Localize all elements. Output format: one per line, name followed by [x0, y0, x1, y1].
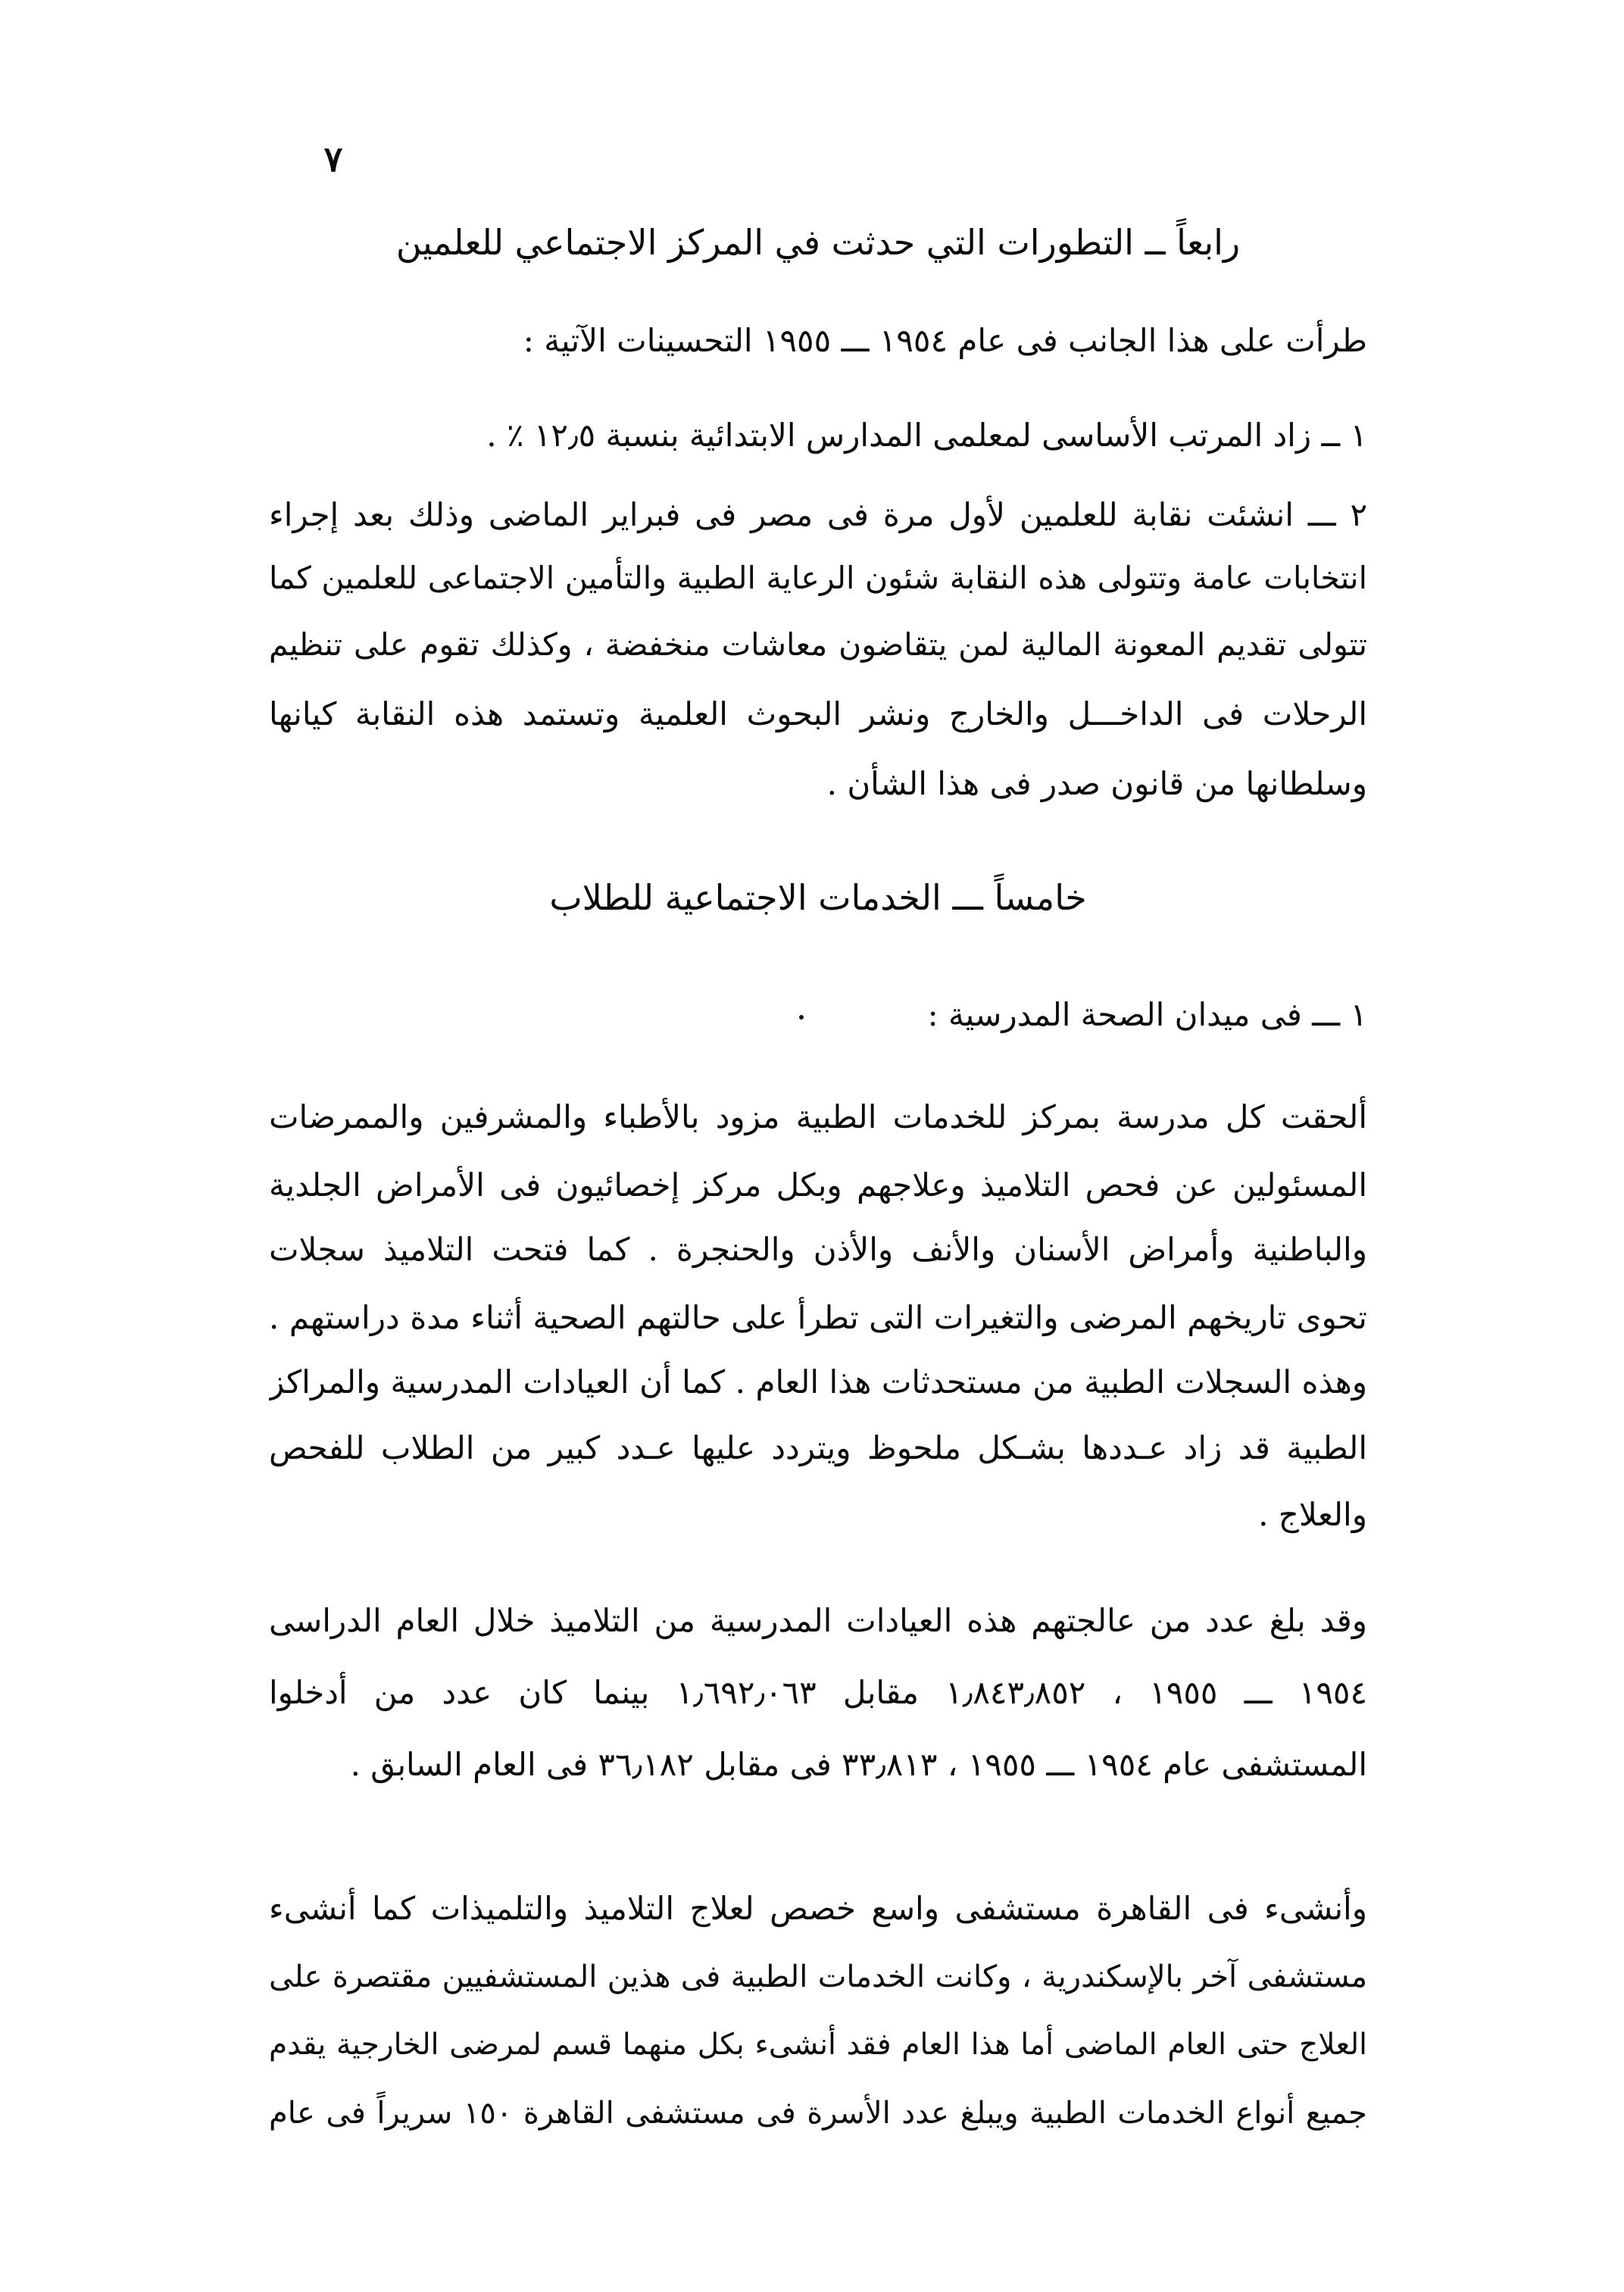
section-4-item-2-line: وسلطانها من قانون صدر فى هذا الشأن .: [826, 765, 1367, 802]
statistics-paragraph-line: وقد بلغ عدد من عالجتهم هذه العيادات المدرسية من التلاميذ خلال العام الدراسى: [269, 1602, 1367, 1639]
hospital-paragraph-line: جميع أنواع الخدمات الطبية ويبلغ عدد الأسرة فى مستشفى القاهرة ١٥٠ سريراً فى عام: [269, 2096, 1367, 2131]
section-5-subheading-1: ١ ـــ فى ميدان الصحة المدرسية :: [927, 996, 1367, 1033]
scan-speck: [799, 1015, 804, 1020]
statistics-paragraph-line: المستشفى عام ١٩٥٤ ـــ ١٩٥٥ ، ٣٣٫٨١٣ فى مقابل ٣٦٫١٨٢ فى العام السابق .: [350, 1746, 1367, 1783]
health-paragraph-line: الطبية قد زاد عـددها بشـكل ملحوظ ويتردد عليها عـدد كبير من الطلاب للفحص: [269, 1429, 1367, 1466]
section-4-intro: طرأت على هذا الجانب فى عام ١٩٥٤ ـــ ١٩٥٥ التحسينات الآتية :: [523, 322, 1367, 359]
section-5-heading: خامساً ـــ الخدمات الاجتماعية للطلاب: [549, 877, 1087, 918]
section-4-item-2-line: الرحلات فى الداخـــل والخارج ونشر البحوث العلمية وتستمد هذه النقابة كيانها: [269, 695, 1367, 732]
health-paragraph-line: ألحقت كل مدرسة بمركز للخدمات الطبية مزود بالأطباء والمشرفين والممرضات: [269, 1098, 1367, 1135]
page-number: ٧: [323, 139, 343, 180]
hospital-paragraph-line: وأنشىء فى القاهرة مستشفى واسع خصص لعلاج التلاميذ والتلميذات كما أنشىء: [269, 1890, 1367, 1927]
hospital-paragraph-line: العلاج حتى العام الماضى أما هذا العام فقد أنشىء بكل منهما قسم لمرضى الخارجية يقدم: [269, 2028, 1367, 2062]
section-4-item-2-line: انتخابات عامة وتتولى هذه النقابة شئون الرعاية الطبية والتأمين الاجتماعى للعلمين كما: [269, 560, 1367, 596]
health-paragraph-line: وهذه السجلات الطبية من مستحدثات هذا العام . كما أن العيادات المدرسية والمراكز: [269, 1363, 1367, 1400]
health-paragraph-line: تحوى تاريخهم المرضى والتغيرات التى تطرأ على حالتهم الصحية أثناء مدة دراستهم .: [269, 1299, 1367, 1336]
health-paragraph-line: المسئولين عن فحص التلاميذ وعلاجهم وبكل مركز إخصائيون فى الأمراض الجلدية: [269, 1166, 1367, 1204]
health-paragraph-line: والباطنية وأمراض الأسنان والأنف والأذن والحنجرة . كما فتحت التلاميذ سجلات: [269, 1231, 1367, 1268]
section-4-item-2-line: تتولى تقديم المعونة المالية لمن يتقاضون معاشات منخفضة ، وكذلك تقوم على تنظيم: [269, 626, 1367, 663]
hospital-paragraph-line: مستشفى آخر بالإسكندرية ، وكانت الخدمات الطبية فى هذين المستشفيين مقتصرة على: [269, 1959, 1367, 1994]
health-paragraph-line: والعلاج .: [1258, 1496, 1367, 1533]
statistics-paragraph-line: ١٩٥٤ ـــ ١٩٥٥ ، ١٫٨٤٣٫٨٥٢ مقابل ١٫٦٩٢٫٠٦٣ بينما كان عدد من أدخلوا: [269, 1674, 1367, 1711]
section-4-item-1: ١ ــ زاد المرتب الأساسى لمعلمى المدارس الابتدائية بنسبة ١٢٫٥ ٪ .: [486, 417, 1367, 454]
section-4-item-2-line: ٢ ـــ انشئت نقابة للعلمين لأول مرة فى مصر فى فبراير الماضى وذلك بعد إجراء: [269, 496, 1367, 533]
section-4-heading: رابعاً ــ التطورات التي حدثت في المركز الاجتماعي للعلمين: [395, 222, 1241, 263]
